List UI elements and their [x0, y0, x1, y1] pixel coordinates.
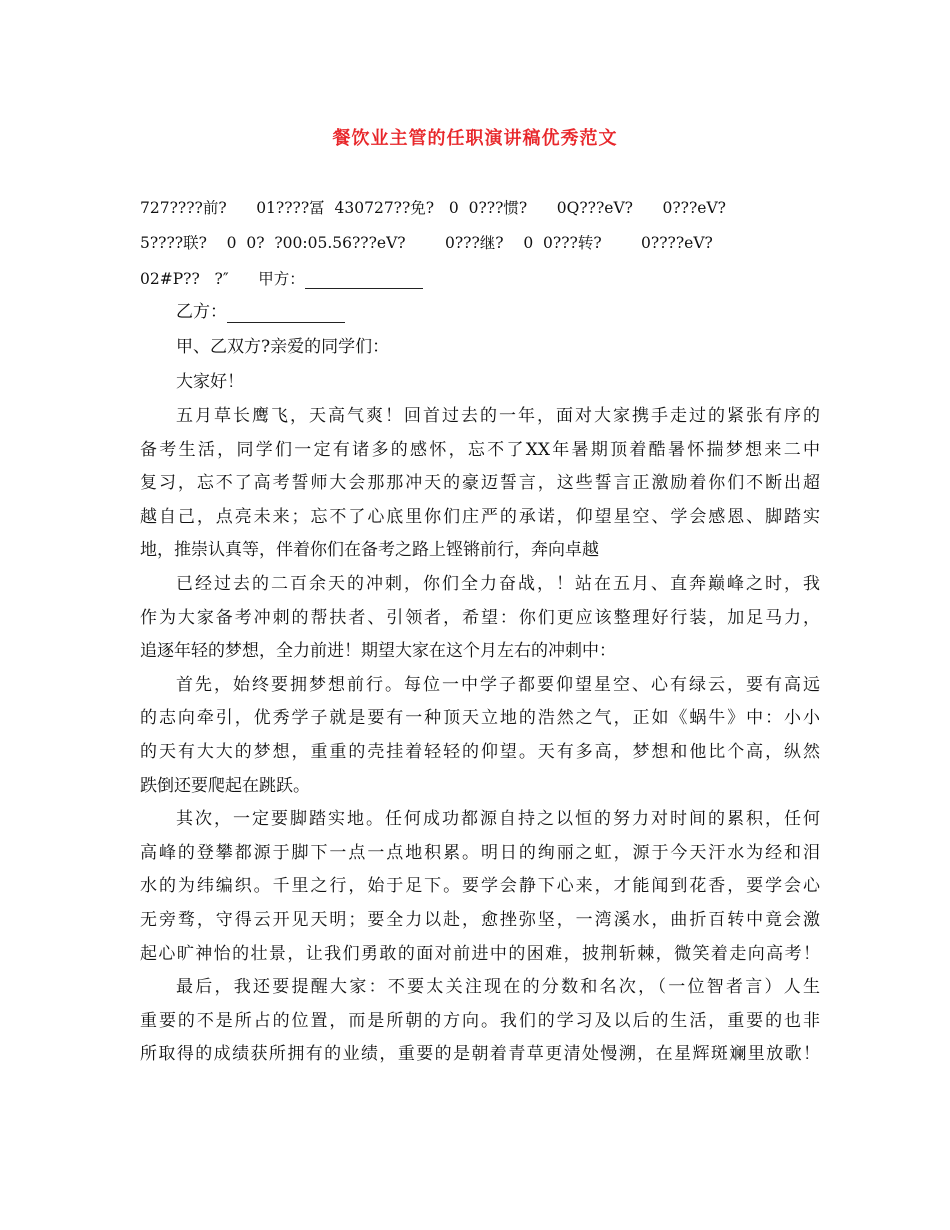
party-b-label: 乙方： [176, 302, 227, 322]
body-line: 重要的不是所占的位置，而是所朝的方向。我们的学习及以后的生活，重要的也非 [140, 1010, 820, 1031]
body-line: 备考生活，同学们一定有诸多的感怀，忘不了XX年暑期顶着酷暑怀揣梦想来二中 [140, 439, 820, 460]
body-line: 高峰的登攀都源于脚下一点一点地积累。明日的绚丽之虹，源于今天汗水为经和泪 [140, 842, 820, 863]
party-a-blank [305, 274, 423, 289]
body-line: 起心旷神怡的壮景，让我们勇敢的面对前进中的困难，披荆斩棘，微笑着走向高考！ [140, 943, 820, 964]
party-a-label: 甲方： [258, 270, 305, 288]
body-line: 已经过去的二百余天的冲刺，你们全力奋战，！站在五月、直奔巅峰之时，我 [176, 574, 820, 594]
body-line: 水的为纬编织。千里之行，始于足下。要学会静下心来，才能闻到花香，要学会心 [140, 876, 820, 897]
body-line: 作为大家备考冲刺的帮扶者、引领者，希望：你们更应该整理好行装，加足马力， [140, 607, 820, 628]
party-b-blank [227, 308, 345, 323]
body-line: 越自己，点亮未来；忘不了心底里你们庄严的承诺，仰望星空、学会感恩、脚踏实 [140, 506, 820, 527]
salutation: 甲、乙双方?亲爱的同学们： [176, 337, 390, 357]
party-b-row [176, 301, 820, 323]
body-line: 所取得的成绩获所拥有的业绩，重要的是朝着青草更清处慢溯，在星辉斑斓里放歌！ [140, 1044, 820, 1065]
body-line: 五月草长鹰飞，天高气爽！回首过去的一年，面对大家携手走过的紧张有序的 [176, 406, 820, 426]
body-line: 地，推崇认真等，伴着你们在备考之路上铿锵前行，奔向卓越 [140, 540, 599, 561]
greeting: 大家好！ [176, 372, 244, 392]
garbled-line-1: 727????前? 01????冨 430727??免? 0 0???惯? 0Q???eV? 0???eV? [140, 199, 726, 217]
body-line: 复习，忘不了高考誓师大会那那冲天的豪迈誓言，这些誓言正激励着你们不断出超 [140, 473, 820, 494]
body-line: 首先，始终要拥梦想前行。每位一中学子都要仰望星空、心有绿云，要有高远 [176, 674, 820, 695]
garbled-line-2: 5????联? 0 0? ?00:05.56???eV? 0???继? 0 0???转? 0????eV? [140, 234, 713, 252]
body-line: 的志向牵引，优秀学子就是要有一种顶天立地的浩然之气，正如《蜗牛》中：小小 [140, 708, 820, 729]
body-line: 跌倒还要爬起在跳跃。 [140, 775, 310, 796]
body-line: 无旁骛，守得云开见天明；要全力以赴，愈挫弥坚，一湾溪水，曲折百转中竟会激 [140, 910, 820, 930]
garbled-line-3-text: 02#P?? ?″ [140, 270, 259, 288]
body-line: 其次，一定要脚踏实地。任何成功都源自持之以恒的努力对时间的累积，任何 [176, 809, 820, 830]
garbled-line-3 [140, 269, 820, 289]
body-line: 追逐年轻的梦想，全力前进！期望大家在这个月左右的冲刺中： [140, 641, 616, 662]
document-title: 餐饮业主管的任职演讲稿优秀范文 [332, 128, 618, 149]
body-line: 最后，我还要提醒大家：不要太关注现在的分数和名次，（一位智者言）人生 [176, 977, 820, 998]
body-line: 的天有大大的梦想，重重的壳挂着轻轻的仰望。天有多高，梦想和他比个高，纵然 [140, 742, 820, 762]
